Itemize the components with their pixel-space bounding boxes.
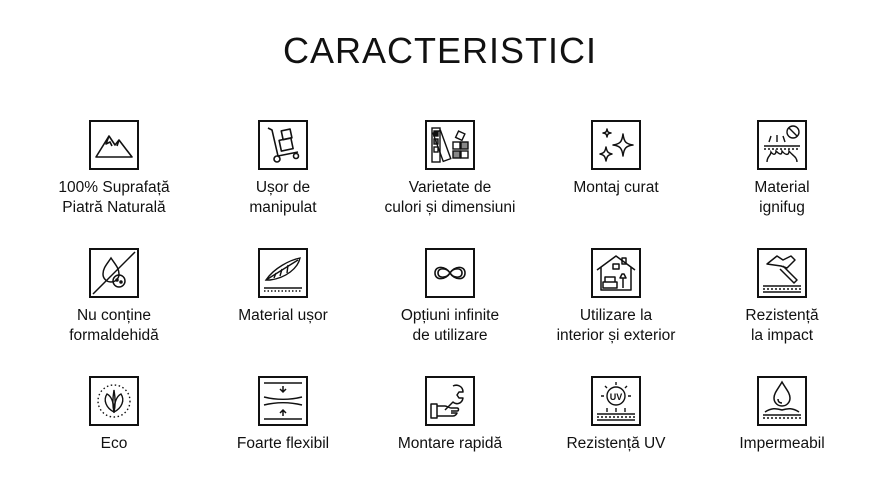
feature-impact-resistant <box>694 248 870 346</box>
feature-label: Utilizare la interior și exterior <box>556 307 676 344</box>
feature-label: Opțiuni infinite de utilizare <box>400 307 500 344</box>
wrench-icon <box>425 376 475 426</box>
uv-sun-icon <box>591 376 641 426</box>
feature-label: Impermeabil <box>739 435 825 452</box>
feature-quick-install <box>362 376 538 454</box>
feature-no-formaldehyde <box>26 248 202 346</box>
feature-label: Rezistență la impact <box>745 307 819 344</box>
hammer-icon <box>757 248 807 298</box>
feature-label: Foarte flexibil <box>236 435 330 452</box>
feature-label: Nu conține formaldehidă <box>69 307 159 344</box>
feature-natural-stone <box>26 120 202 218</box>
water-drop-icon <box>757 376 807 426</box>
feature-waterproof <box>694 376 870 454</box>
feature-label: Material ignifug <box>754 179 810 216</box>
hand-truck-icon <box>258 120 308 170</box>
infinity-icon <box>425 248 475 298</box>
feature-label: Montare rapidă <box>397 435 503 452</box>
feature-label: Eco <box>100 435 128 452</box>
feature-label: Rezistență UV <box>566 435 666 452</box>
no-formaldehyde-icon <box>89 248 139 298</box>
sparkle-icon <box>591 120 641 170</box>
feature-label: Montaj curat <box>573 179 659 196</box>
mountain-icon <box>89 120 139 170</box>
feature-fireproof <box>694 120 870 218</box>
feature-very-flexible <box>195 376 371 454</box>
feature-color-variety <box>362 120 538 218</box>
feature-indoor-outdoor <box>528 248 704 346</box>
feature-easy-handling <box>195 120 371 218</box>
feature-label: Varietate de culori și dimensiuni <box>384 179 516 216</box>
feather-icon <box>258 248 308 298</box>
feature-infinite-options <box>362 248 538 346</box>
color-swatch-icon <box>425 120 475 170</box>
feature-lightweight <box>195 248 371 326</box>
feature-eco <box>26 376 202 454</box>
svg-text:UV: UV <box>609 392 623 402</box>
house-icon <box>591 248 641 298</box>
flexible-icon <box>258 376 308 426</box>
feature-uv-resistant <box>528 376 704 454</box>
feature-label: Ușor de manipulat <box>249 179 317 216</box>
fire-resistant-icon <box>757 120 807 170</box>
page-title: CARACTERISTICI <box>282 30 598 71</box>
leaf-icon <box>89 376 139 426</box>
feature-label: 100% Suprafață Piatră Naturală <box>58 179 170 216</box>
feature-clean-install <box>528 120 704 198</box>
feature-label: Material ușor <box>238 307 328 324</box>
